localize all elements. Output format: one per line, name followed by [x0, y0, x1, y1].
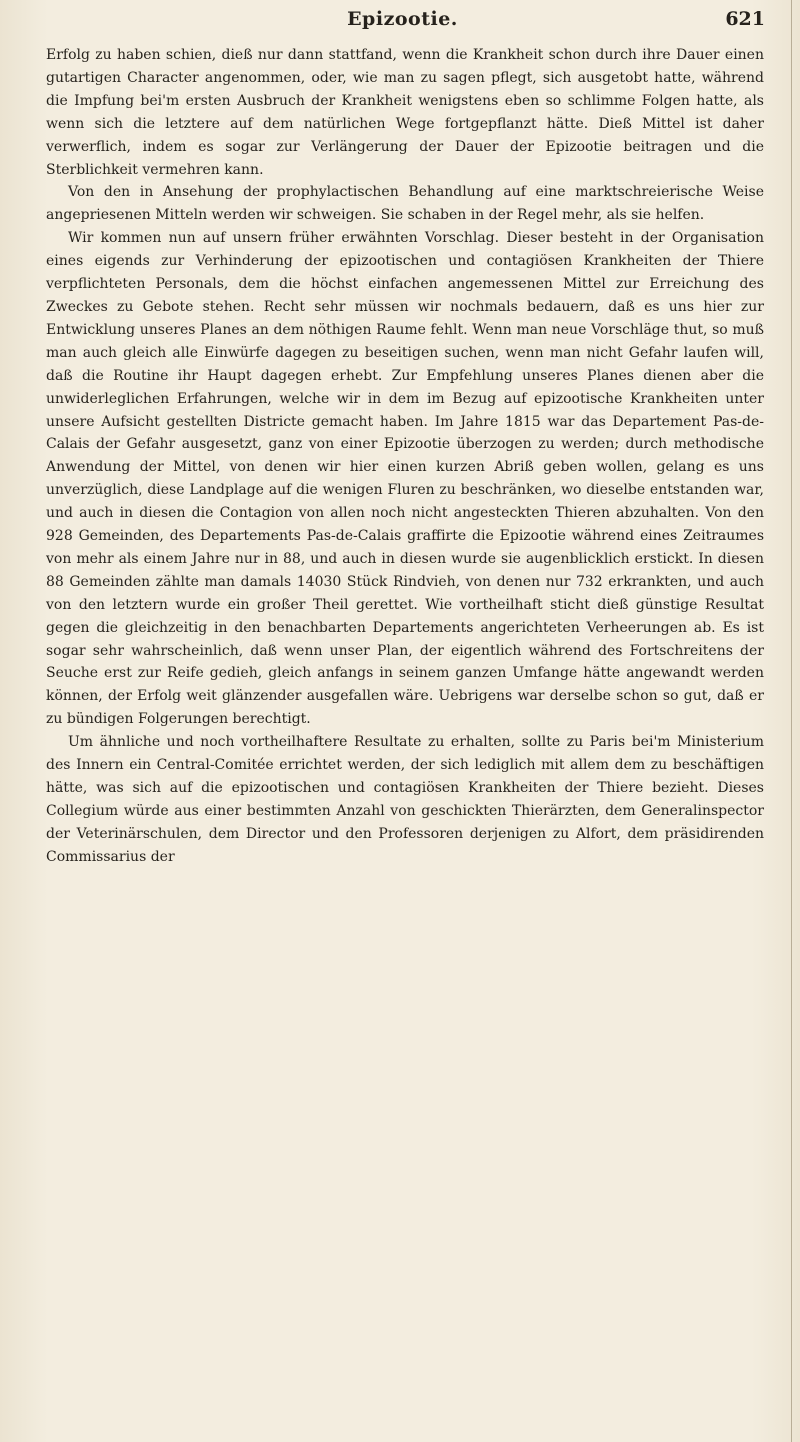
page-number: 621	[725, 8, 765, 30]
body-text	[46, 44, 764, 869]
paragraph-4: Um ähnliche und noch vortheilhaftere Resultate zu erhalten, sollte zu Paris bei'm Ministerium des Innern ein Central-Comitée errichtet werden, der sich lediglich mit allem dem zu beschäftigen hätte, was sich auf die epizootischen und contagiösen Krankheiten der Thiere bezieht. Dieses Collegium würde aus einer bestimmten Anzahl von geschickten Thierärzten, dem Generalinspector der Veterinärschulen, dem Director und den Professoren derjenigen zu Alfort, dem präsidirenden Commissarius der	[46, 734, 764, 865]
page-edge-rule	[791, 0, 792, 1442]
running-head	[40, 6, 765, 38]
paragraph-3: Wir kommen nun auf unsern früher erwähnten Vorschlag. Dieser besteht in der Organisation eines eigends zur Verhinderung der epizootischen und contagiösen Krankheiten der Thiere verpflichteten Personals, dem die höchst einfachen angemessenen Mittel zur Erreichung des Zweckes zu Gebote stehen. Recht sehr müssen wir nochmals bedauern, daß es uns hier zur Entwicklung unseres Planes an dem nöthigen Raume fehlt. Wenn man neue Vorschläge thut, so muß man auch gleich alle Einwürfe dagegen zu beseitigen suchen, wenn man nicht Gefahr laufen will, daß die Routine ihr Haupt dagegen erhebt. Zur Empfehlung unseres Planes dienen aber die unwiderleglichen Erfahrungen, welche wir in dem im Bezug auf epizootische Krankheiten unter unsere Aufsicht gestellten Districte gemacht haben. Im Jahre 1815 war das Departement Pas-de-Calais der Gefahr ausgesetzt, ganz von einer Epizootie überzogen zu werden; durch methodische Anwendung der Mittel, von denen wir hier einen kurzen Abriß geben wollen, gelang es uns unverzüglich, diese Landplage auf die wenigen Fluren zu beschränken, wo dieselbe entstanden war, und auch in diesen die Contagion von allen noch nicht angesteckten Thieren abzuhalten. Von den 928 Gemeinden, des Departements Pas-de-Calais graffirte die Epizootie während eines Zeitraumes von mehr als einem Jahre nur in 88, und auch in diesen wurde sie augenblicklich erstickt. In diesen 88 Gemeinden zählte man damals 14030 Stück Rindvieh, von denen nur 732 erkrankten, und auch von den letztern wurde ein großer Theil gerettet. Wie vortheilhaft sticht dieß günstige Resultat gegen die gleichzeitig in den benachbarten Departements angerichteten Verheerungen ab. Es ist sogar sehr wahrscheinlich, daß wenn unser Plan, der eigentlich während des Fortschreitens der Seuche erst zur Reife gedieh, gleich anfangs in seinem ganzen Umfange hätte angewandt werden können, der Erfolg weit glänzender ausgefallen wäre. Uebrigens war derselbe schon so gut, daß er zu bündigen Folgerungen berechtigt.	[46, 230, 764, 728]
running-title: Epizootie.	[347, 8, 458, 30]
paragraph-2: Von den in Ansehung der prophylactischen Behandlung auf eine marktschreierische Weise angepriesenen Mitteln werden wir schweigen. Sie schaben in der Regel mehr, als sie helfen.	[46, 184, 764, 224]
paragraph-1: Erfolg zu haben schien, dieß nur dann stattfand, wenn die Krankheit schon durch ihre Dauer einen gutartigen Character angenommen, oder, wie man zu sagen pflegt, sich ausgetobt hatte, während die Impfung bei'm ersten Ausbruch der Krankheit wenigstens eben so schlimme Folgen hatte, als wenn sich die letztere auf dem natürlichen Wege fortgepflanzt hätte. Dieß Mittel ist daher verwerflich, indem es sogar zur Verlängerung der Dauer der Epizootie beitragen und die Sterblichkeit vermehren kann.	[46, 47, 764, 178]
